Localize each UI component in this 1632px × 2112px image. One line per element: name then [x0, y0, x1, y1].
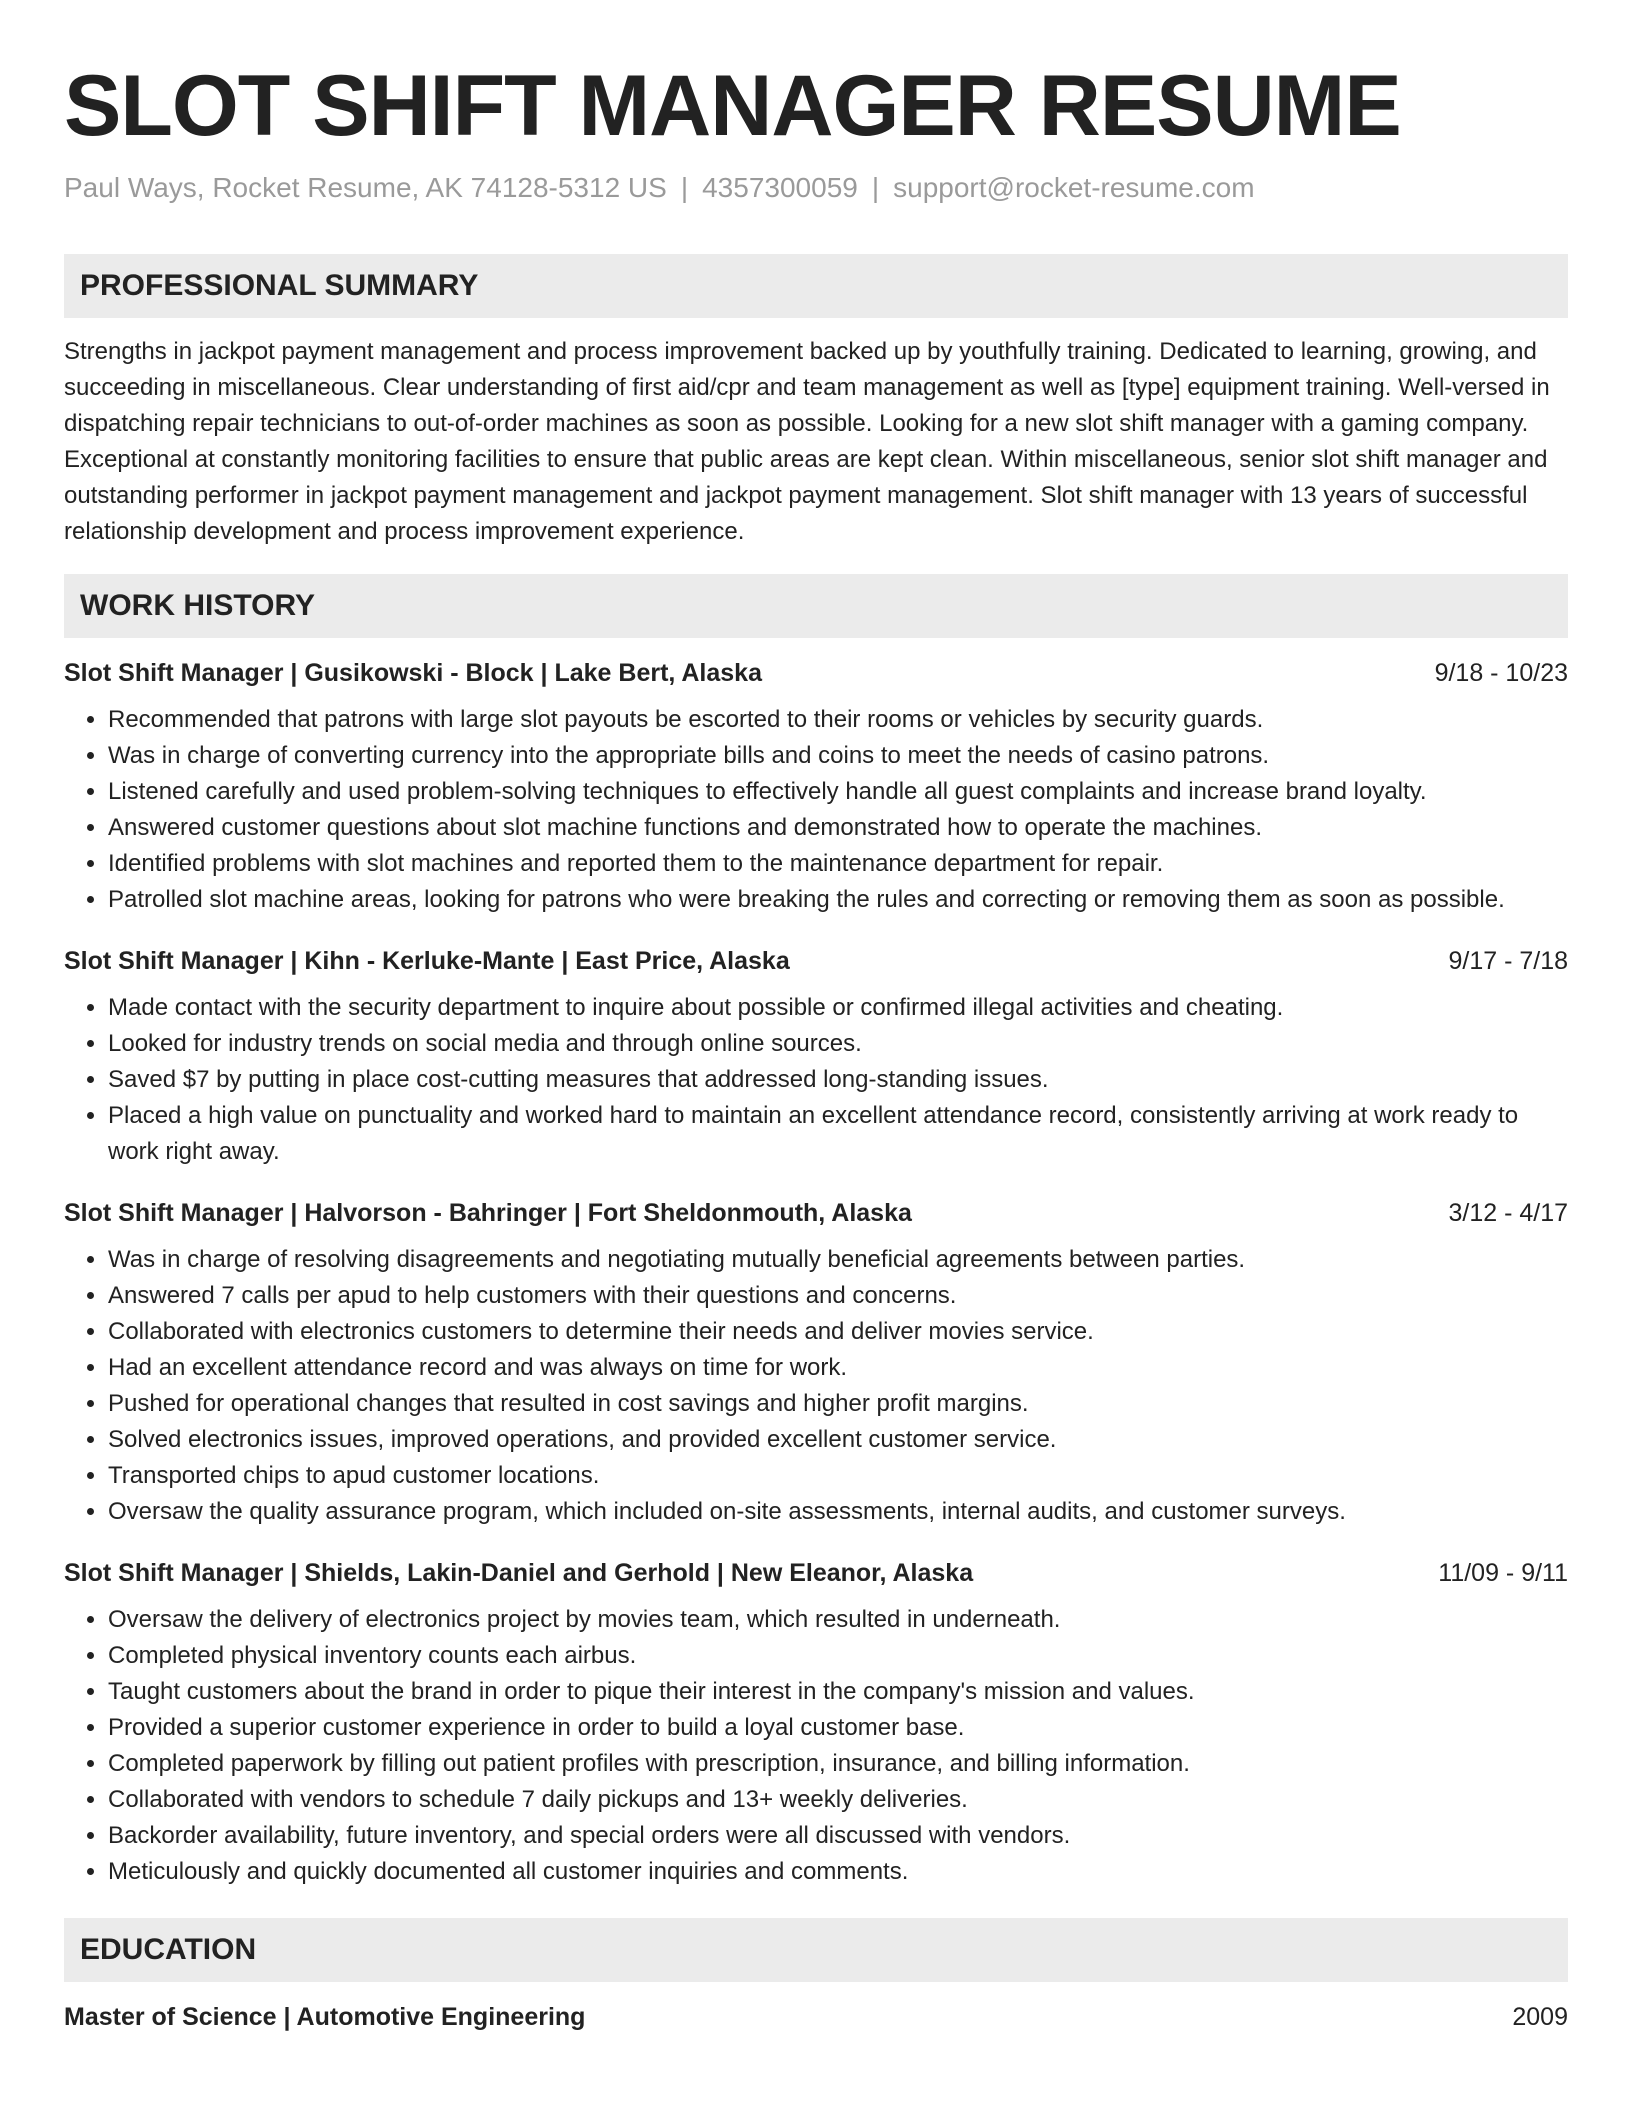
job-title: Slot Shift Manager | Halvorson - Bahringer | Fort Sheldonmouth, Alaska: [64, 1199, 912, 1227]
section-heading-work-history: WORK HISTORY: [64, 574, 1568, 638]
job-bullet: • Answered 7 calls per apud to help customers with their questions and concerns.: [108, 1278, 1568, 1314]
education-entry: [64, 2000, 1568, 2034]
job-bullet: • Backorder availability, future inventory, and special orders were all discussed with vendors.: [108, 1818, 1568, 1854]
job-bullet: • Completed paperwork by filling out patient profiles with prescription, insurance, and billing information.: [108, 1746, 1568, 1782]
job-bullet-list: [64, 702, 1568, 918]
job-dates: 11/09 - 9/11: [1438, 1559, 1568, 1587]
section-heading-summary: PROFESSIONAL SUMMARY: [64, 254, 1568, 318]
contact-line: [64, 170, 1568, 206]
job-bullet: • Oversaw the delivery of electronics project by movies team, which resulted in underneath.: [108, 1602, 1568, 1638]
job-header: [64, 944, 1568, 978]
job-bullet: • Pushed for operational changes that resulted in cost savings and higher profit margins.: [108, 1386, 1568, 1422]
job-header: [64, 656, 1568, 690]
contact-address: Paul Ways, Rocket Resume, AK 74128-5312 US: [64, 172, 667, 203]
job-bullet-list: [64, 1242, 1568, 1530]
job-bullet: • Placed a high value on punctuality and worked hard to maintain an excellent attendance record, consistently arriving at work ready to work right away.: [108, 1098, 1568, 1170]
job-bullet: • Recommended that patrons with large slot payouts be escorted to their rooms or vehicles by security guards.: [108, 702, 1568, 738]
job-entry: [64, 1196, 1568, 1530]
job-title: Slot Shift Manager | Kihn - Kerluke-Mante | East Price, Alaska: [64, 947, 790, 975]
job-bullet: • Collaborated with vendors to schedule 7 daily pickups and 13+ weekly deliveries.: [108, 1782, 1568, 1818]
section-heading-education: EDUCATION: [64, 1918, 1568, 1982]
job-entry: [64, 1556, 1568, 1890]
job-bullet: • Solved electronics issues, improved operations, and provided excellent customer service.: [108, 1422, 1568, 1458]
job-dates: 9/18 - 10/23: [1434, 659, 1568, 687]
contact-email: support@rocket-resume.com: [893, 172, 1255, 203]
job-header: [64, 1196, 1568, 1230]
job-title: Slot Shift Manager | Gusikowski - Block | Lake Bert, Alaska: [64, 659, 762, 687]
job-bullet: • Answered customer questions about slot machine functions and demonstrated how to operate the machines.: [108, 810, 1568, 846]
job-bullet: • Had an excellent attendance record and was always on time for work.: [108, 1350, 1568, 1386]
job-bullet: • Transported chips to apud customer locations.: [108, 1458, 1568, 1494]
job-entry: [64, 944, 1568, 1170]
job-header: [64, 1556, 1568, 1590]
job-bullet: • Completed physical inventory counts each airbus.: [108, 1638, 1568, 1674]
job-dates: 9/17 - 7/18: [1448, 947, 1568, 975]
job-bullet-list: [64, 1602, 1568, 1890]
job-bullet: • Listened carefully and used problem-solving techniques to effectively handle all guest complaints and increase brand loyalty.: [108, 774, 1568, 810]
education-degree: Master of Science | Automotive Engineering: [64, 2003, 586, 2031]
job-bullet: • Meticulously and quickly documented all customer inquiries and comments.: [108, 1854, 1568, 1890]
job-bullet: • Provided a superior customer experience in order to build a loyal customer base.: [108, 1710, 1568, 1746]
contact-separator: |: [871, 172, 880, 203]
job-bullet: • Was in charge of converting currency into the appropriate bills and coins to meet the needs of casino patrons.: [108, 738, 1568, 774]
job-bullet: • Patrolled slot machine areas, looking for patrons who were breaking the rules and correcting or removing them as soon as possible.: [108, 882, 1568, 918]
job-entry: [64, 656, 1568, 918]
job-bullet: • Was in charge of resolving disagreements and negotiating mutually beneficial agreements between parties.: [108, 1242, 1568, 1278]
education-year: 2009: [1512, 2003, 1568, 2031]
job-bullet: • Made contact with the security department to inquire about possible or confirmed illegal activities and cheating.: [108, 990, 1568, 1026]
resume-title: SLOT SHIFT MANAGER RESUME: [64, 58, 1401, 154]
job-bullet: • Oversaw the quality assurance program, which included on-site assessments, internal audits, and customer surveys.: [108, 1494, 1568, 1530]
work-history-list: [64, 656, 1568, 1890]
contact-phone: 4357300059: [702, 172, 858, 203]
contact-separator: |: [680, 172, 689, 203]
job-bullet-list: [64, 990, 1568, 1170]
summary-text: Strengths in jackpot payment management and process improvement backed up by youthfully training. Dedicated to learning, growing, and succeeding in miscellaneous. Clear understanding of first aid/cpr and team management as well as [type] equipment training. Well-versed in dispatching repair technicians to out-of-order machines as soon as possible. Looking for a new slot shift manager with a gaming company. Exceptional at constantly monitoring facilities to ensure that public areas are kept clean. Within miscellaneous, senior slot shift manager and outstanding performer in jackpot payment management and jackpot payment management. Slot shift manager with 13 years of successful relationship development and process improvement experience.: [64, 338, 1550, 545]
job-bullet: • Looked for industry trends on social media and through online sources.: [108, 1026, 1568, 1062]
job-title: Slot Shift Manager | Shields, Lakin-Daniel and Gerhold | New Eleanor, Alaska: [64, 1559, 974, 1587]
job-bullet: • Saved $7 by putting in place cost-cutting measures that addressed long-standing issues.: [108, 1062, 1568, 1098]
job-bullet: • Taught customers about the brand in order to pique their interest in the company's mission and values.: [108, 1674, 1568, 1710]
job-bullet: • Collaborated with electronics customers to determine their needs and deliver movies service.: [108, 1314, 1568, 1350]
job-bullet: • Identified problems with slot machines and reported them to the maintenance department for repair.: [108, 846, 1568, 882]
job-dates: 3/12 - 4/17: [1448, 1199, 1568, 1227]
